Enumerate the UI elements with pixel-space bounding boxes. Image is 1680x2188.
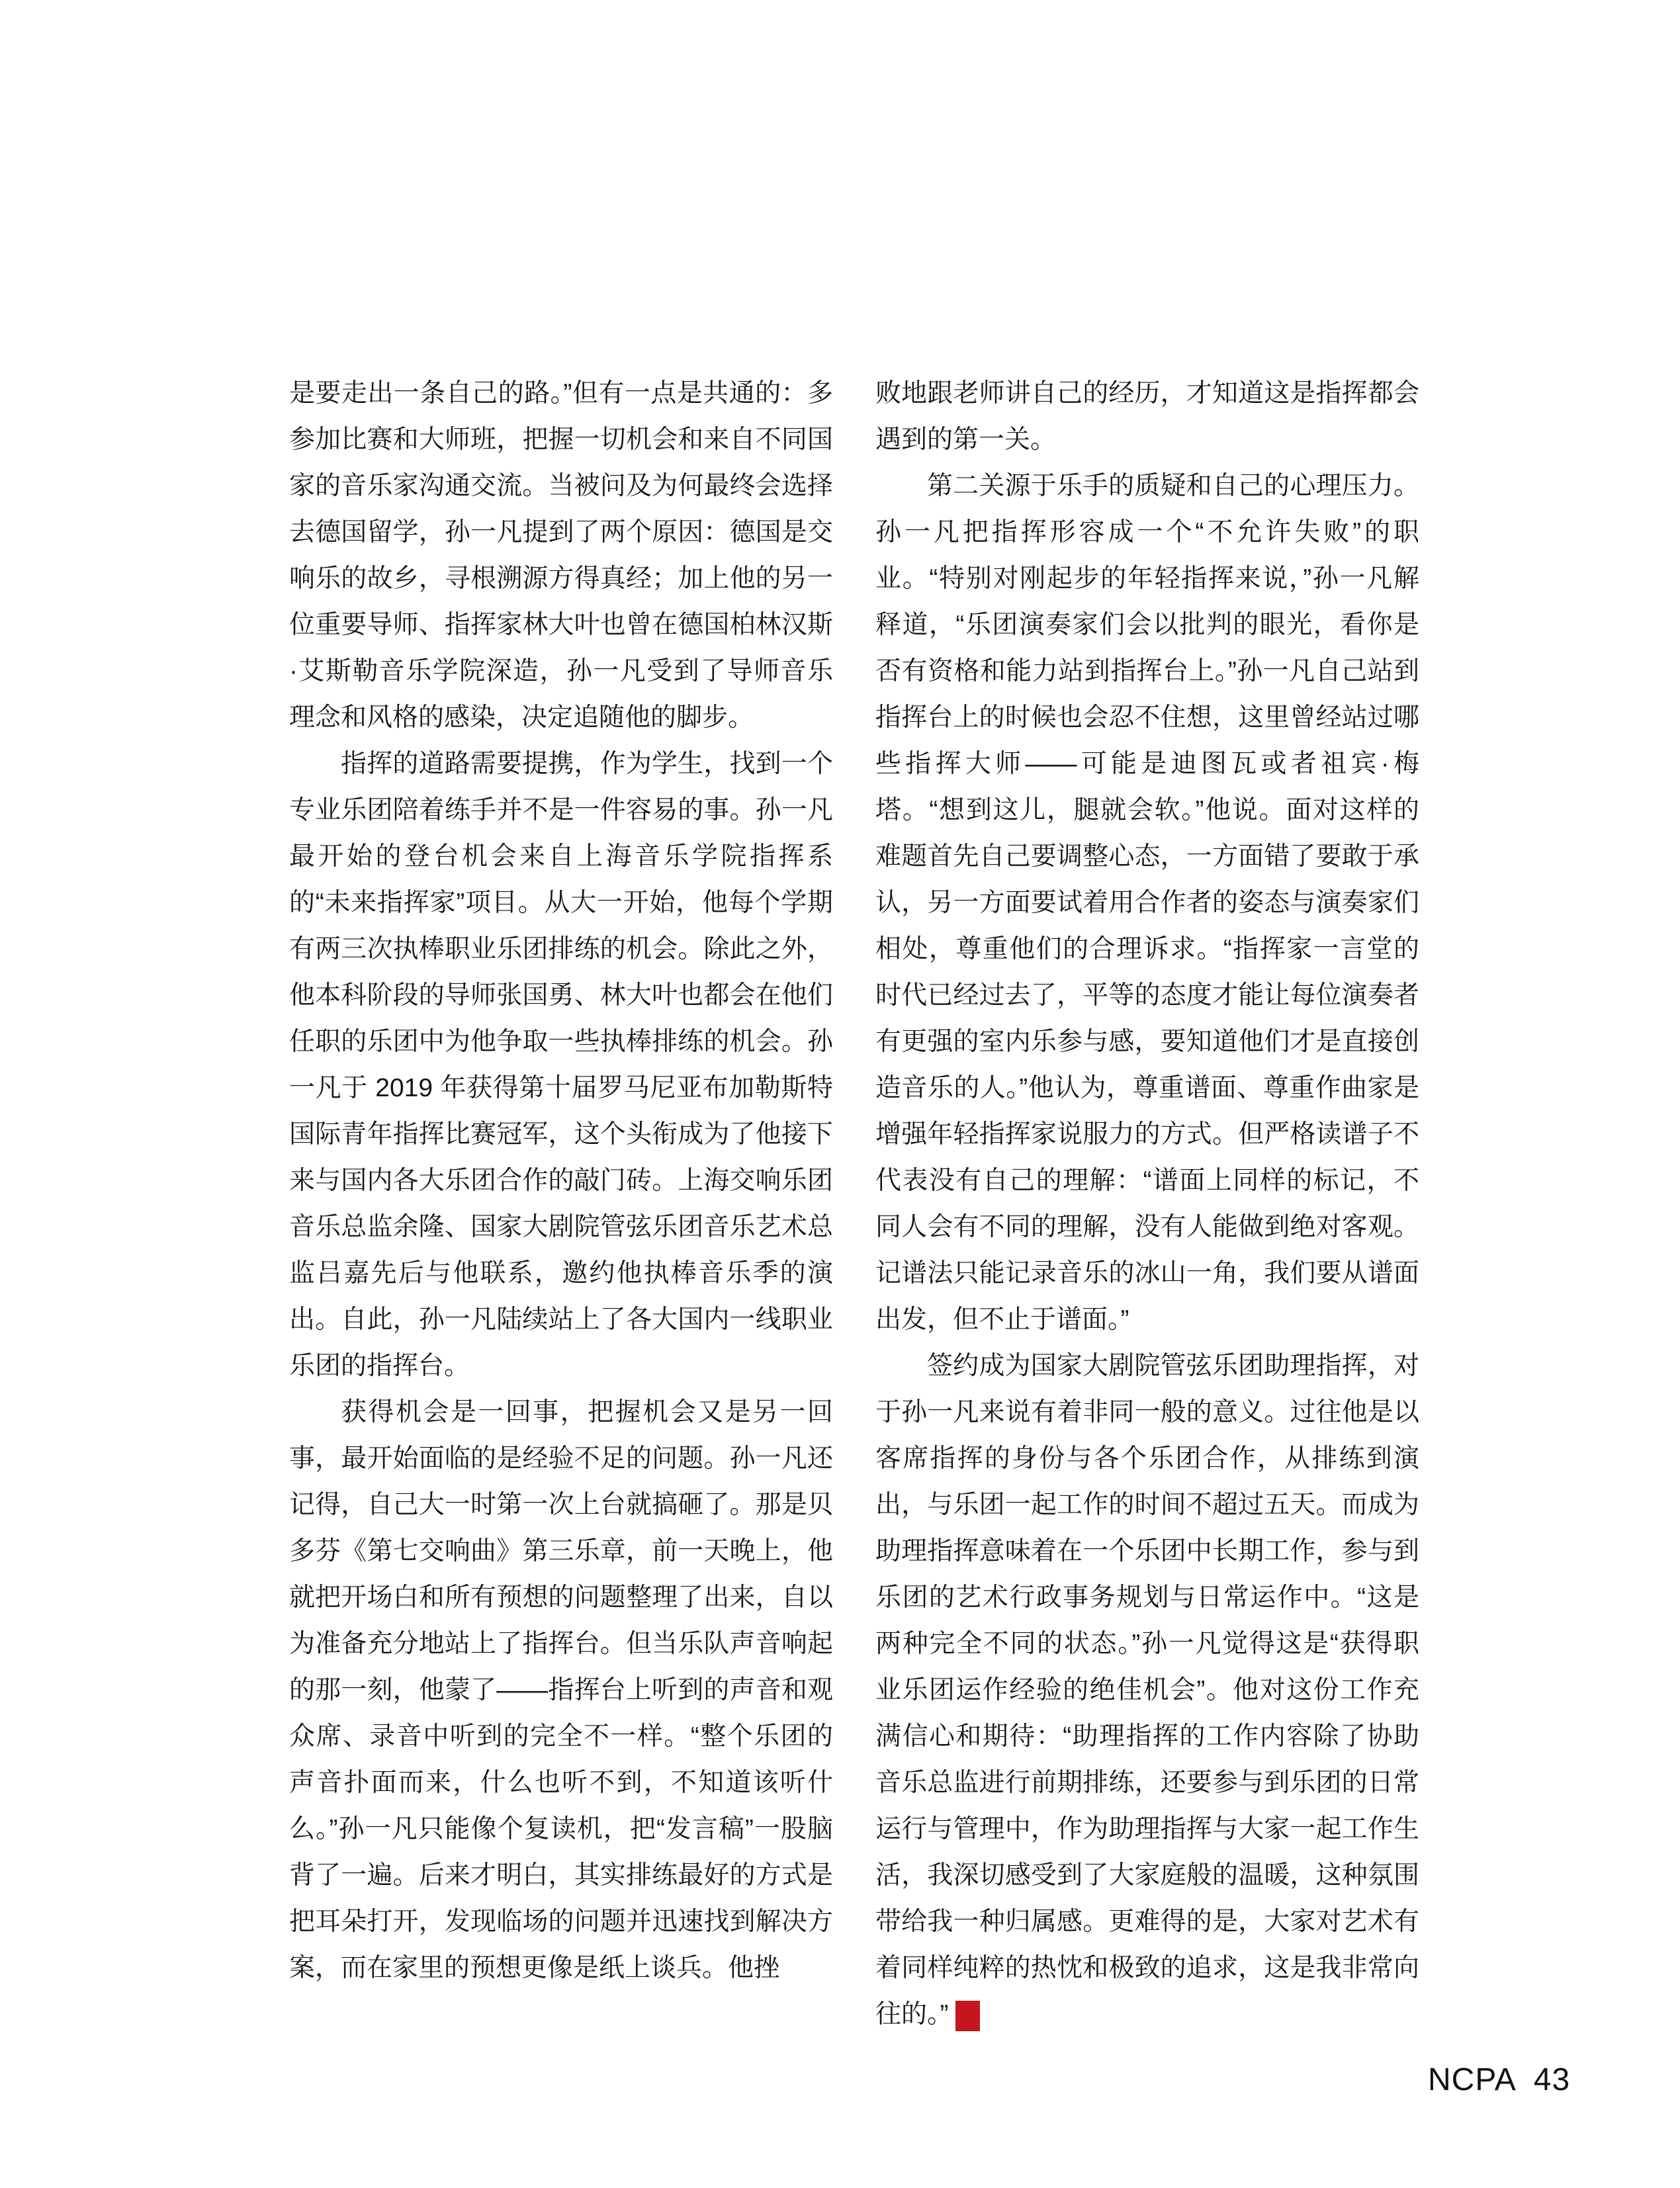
paragraph: 败地跟老师讲自己的经历，才知道这是指挥都会遇到的第一关。 <box>875 379 1419 454</box>
paragraph-text: 签约成为国家大剧院管弦乐团助理指挥，对于孙一凡来说有着非同一般的意义。过往他是以客席指挥的身份与各个乐团合作，从排练到演出，与乐团一起工作的时间不超过五天。而成为助理指挥意味着在一个乐团中长期工作，参与到乐团的艺术行政事务规划与日常运作中。“这是两种完全不同的状态。”孙一凡觉得这是“获得职业乐团运作经验的绝佳机会”。他对这份工作充满信心和期待：“助理指挥的工作内容除了协助音乐总监进行前期排练，还要参与到乐团的日常运行与管理中，作为助理指挥与大家一起工作生活，我深切感受到了大家庭般的温暖，这种氛围带给我一种归属感。更难得的是，大家对艺术有着同样纯粹的热忱和极致的追求，这是我非常向往的。” <box>875 1352 1419 2029</box>
article-column-right <box>875 371 1419 2038</box>
seal-line-1: NC <box>1006 2002 1024 2015</box>
seal-line-2: PA <box>1006 2017 1022 2030</box>
paragraph: 第二关源于乐手的质疑和自己的心理压力。孙一凡把指挥形容成一个“不允许失败”的职业。“特别对刚起步的年轻指挥来说，”孙一凡解释道，“乐团演奏家们会以批判的眼光，看你是否有资格和能力站到指挥台上。”孙一凡自己站到指挥台上的时候也会忍不住想，这里曾经站过哪些指挥大师——可能是迪图瓦或者祖宾·梅塔。“想到这儿，腿就会软。”他说。面对这样的难题首先自己要调整心态，一方面错了要敢于承认，另一方面要试着用合作者的姿态与演奏家们相处，尊重他们的合理诉求。“指挥家一言堂的时代已经过去了，平等的态度才能让每位演奏者有更强的室内乐参与感，要知道他们才是直接创造音乐的人。”他认为，尊重谱面、尊重作曲家是增强年轻指挥家说服力的方式。但严格读谱子不代表没有自己的理解：“谱面上同样的标记，不同人会有不同的理解，没有人能做到绝对客观。记谱法只能记录音乐的冰山一角，我们要从谱面出发，但不止于谱面。” <box>875 472 1419 1334</box>
magazine-name: NCPA <box>1428 2062 1517 2097</box>
article-column-left <box>289 371 833 1991</box>
page-number: 43 <box>1533 2062 1571 2097</box>
paragraph: 指挥的道路需要提携，作为学生，找到一个专业乐团陪着练手并不是一件容易的事。孙一凡最开始的登台机会来自上海音乐学院指挥系的“未来指挥家”项目。从大一开始，他每个学期有两三次执棒职业乐团排练的机会。除此之外，他本科阶段的导师张国勇、林大叶也都会在他们任职的乐团中为他争取一些执棒排练的机会。孙一凡于 2019 年获得第十届罗马尼亚布加勒斯特国际青年指挥比赛冠军，这个头衔成为了他接下来与国内各大乐团合作的敲门砖。上海交响乐团音乐总监余隆、国家大剧院管弦乐团音乐艺术总监吕嘉先后与他联系，邀约他执棒音乐季的演出。自此，孙一凡陆续站上了各大国内一线职业乐团的指挥台。 <box>289 750 833 1380</box>
page-footer <box>1428 2063 1570 2097</box>
ncpa-seal-icon <box>955 2001 1024 2031</box>
paragraph <box>875 1343 1419 2038</box>
paragraph: 是要走出一条自己的路。”但有一点是共通的：多参加比赛和大师班，把握一切机会和来自不同国家的音乐家沟通交流。当被问及为何最终会选择去德国留学，孙一凡提到了两个原因：德国是交响乐的故乡，寻根溯源方得真经；加上他的另一位重要导师、指挥家林大叶也曾在德国柏林汉斯·艾斯勒音乐学院深造，孙一凡受到了导师音乐理念和风格的感染，决定追随他的脚步。 <box>289 379 833 732</box>
paragraph: 获得机会是一回事，把握机会又是另一回事，最开始面临的是经验不足的问题。孙一凡还记得，自己大一时第一次上台就搞砸了。那是贝多芬《第七交响曲》第三乐章，前一天晚上，他就把开场白和所有预想的问题整理了出来，自以为准备充分地站上了指挥台。但当乐队声音响起的那一刻，他蒙了——指挥台上听到的声音和观众席、录音中听到的完全不一样。“整个乐团的声音扑面而来，什么也听不到，不知道该听什么。”孙一凡只能像个复读机，把“发言稿”一股脑背了一遍。后来才明白，其实排练最好的方式是把耳朵打开，发现临场的问题并迅速找到解决方案，而在家里的预想更像是纸上谈兵。他挫 <box>289 1398 833 1982</box>
